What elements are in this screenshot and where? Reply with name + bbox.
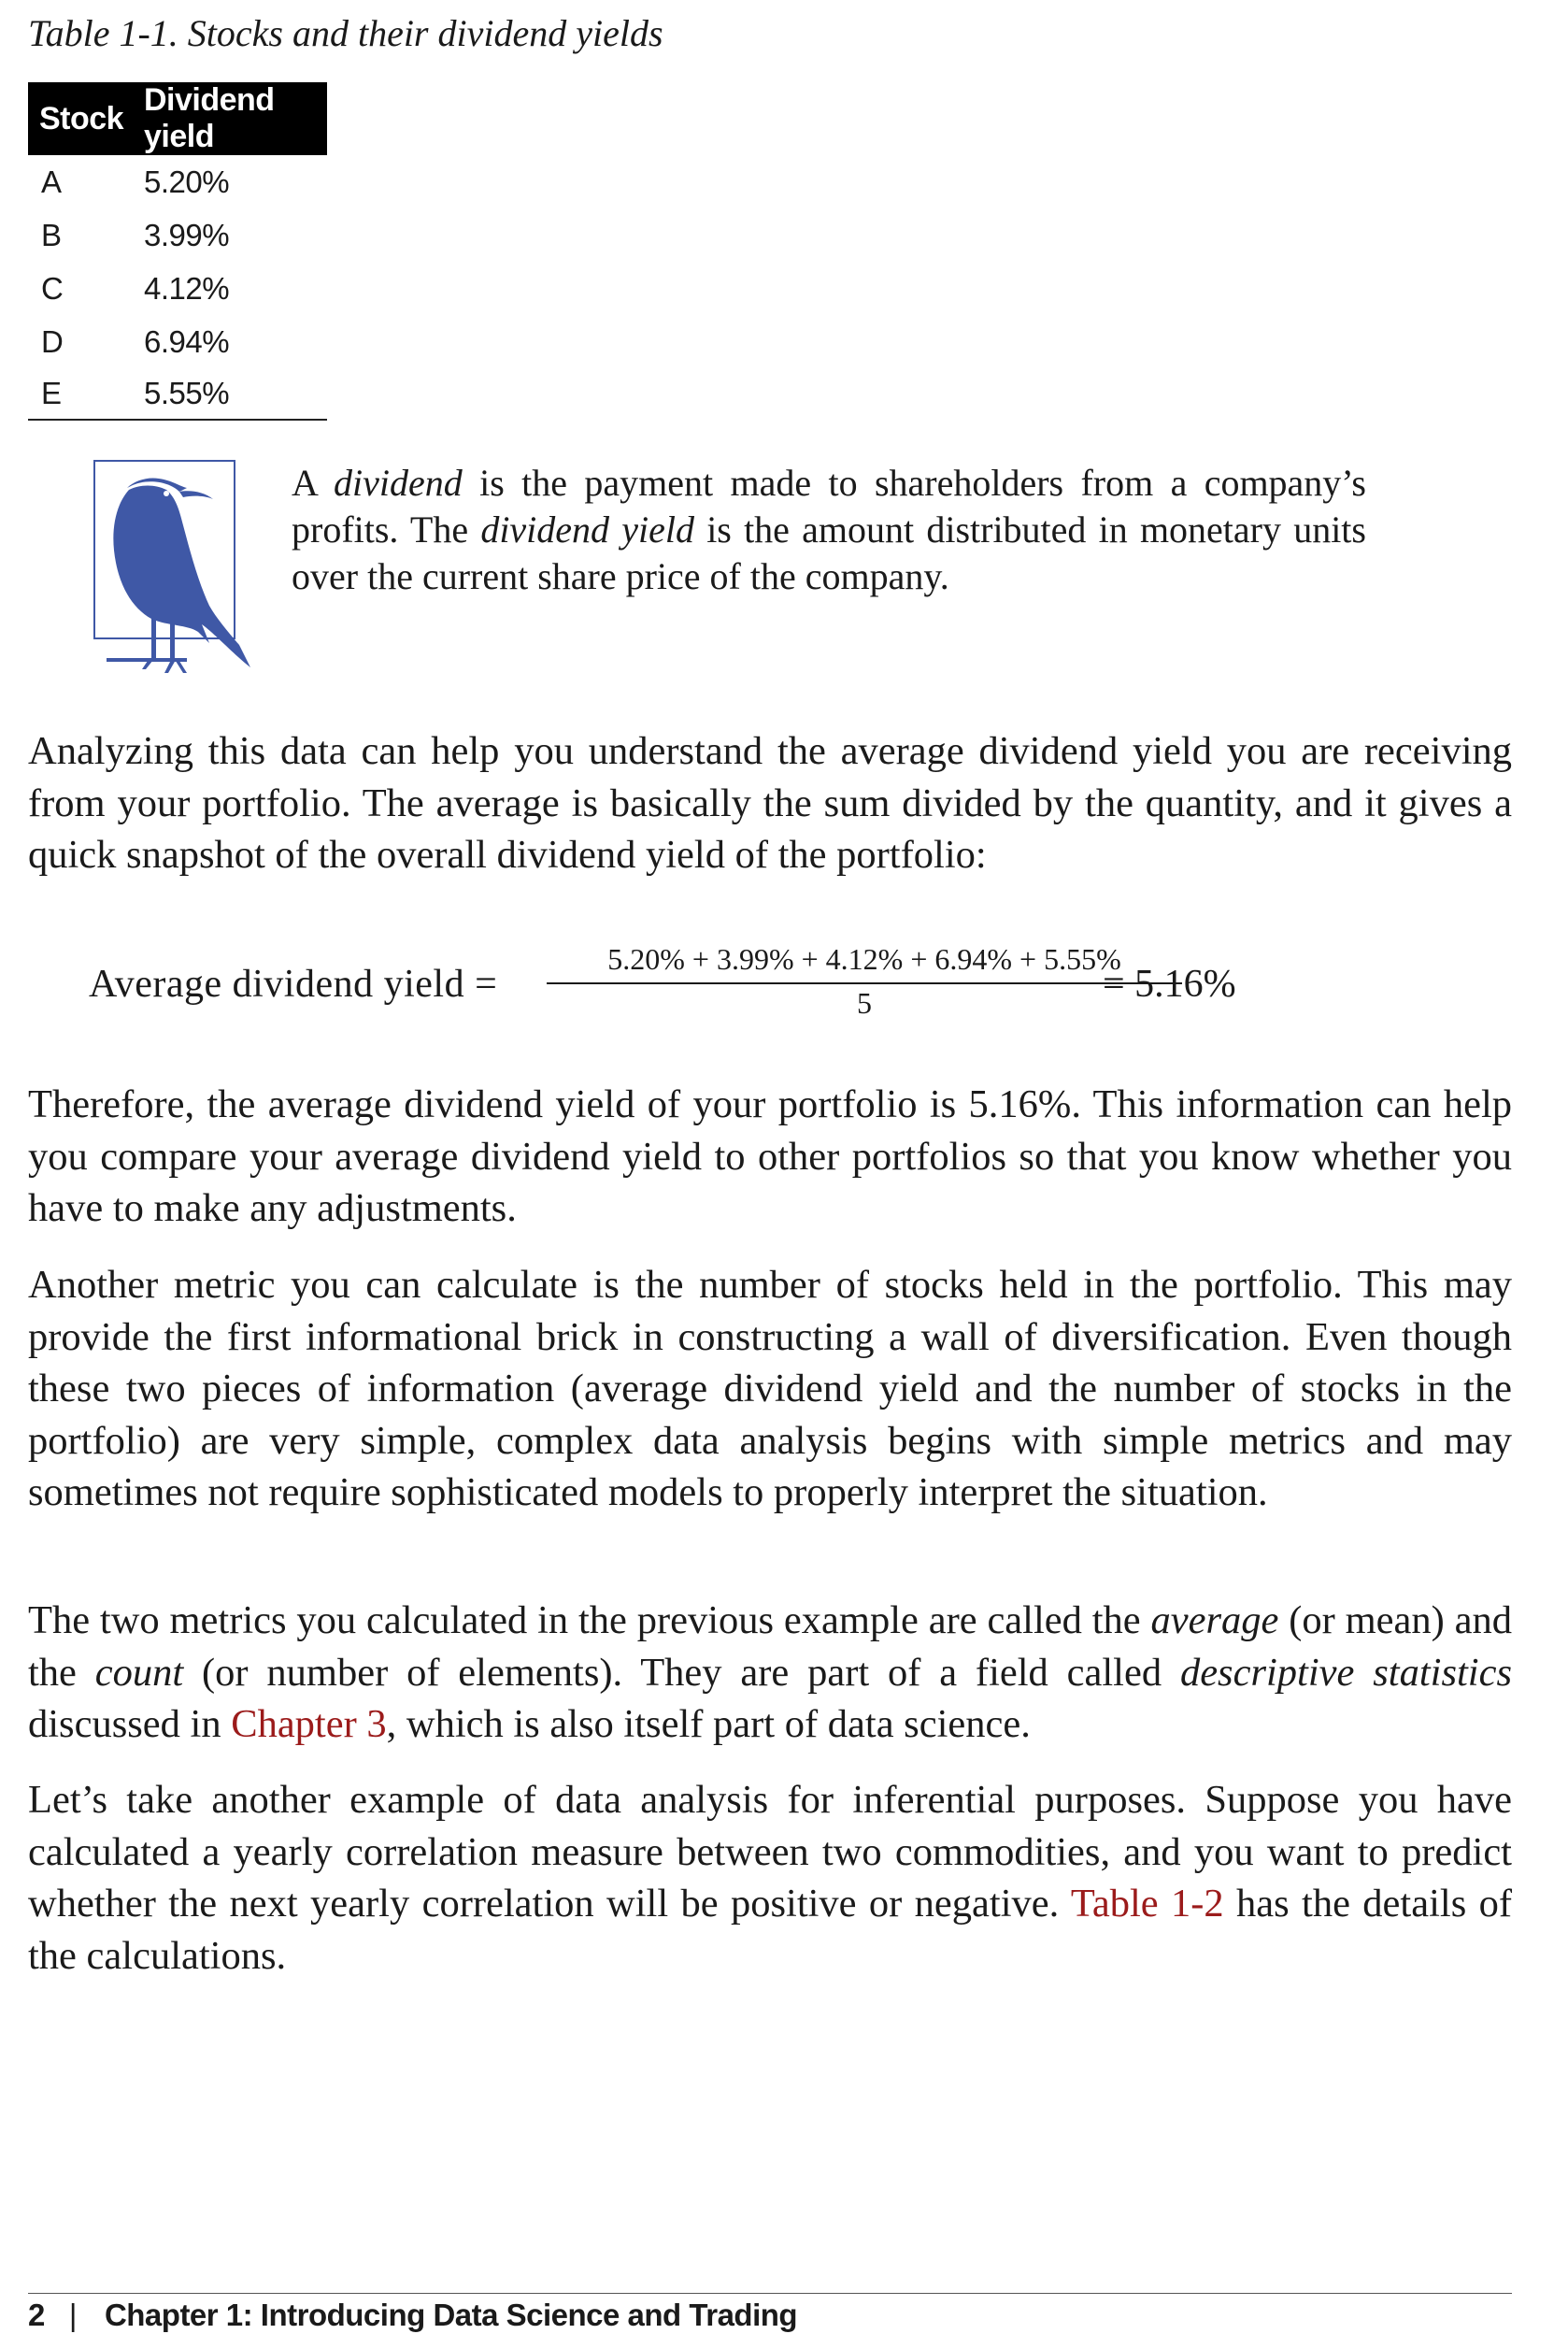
table-row [28,262,327,315]
chapter-3-link[interactable]: Chapter 3 [231,1702,387,1746]
term-descriptive-statistics: descriptive statistics [1179,1650,1512,1695]
table-header-row [28,82,327,155]
footer-separator: | [68,2298,77,2332]
term-dividend-yield: dividend yield [480,508,694,551]
term-dividend: dividend [334,462,463,504]
paragraph-analyzing: Analyzing this data can help you understand the average dividend yield you are receiving from your portfolio. The average is basically the sum divided by the quantity, and it gives a quick snapshot of the overall dividend yield of the portfolio: [28,729,1512,877]
paragraph-another-metric: Another metric you can calculate is the number of stocks held in the portfolio. This may provide the first informational brick in constructing a wall of diversification. Even though these two pieces of information (average dividend yield and the number of stocks in the portfolio) are very simple, complex data analysis begins with simple metrics and may sometimes not require sophisticated models to properly interpret the situation. [28,1263,1512,1514]
bird-note-icon [93,460,262,675]
stock-cell: D [41,323,64,359]
page-footer [28,2297,797,2334]
table-1-2-link[interactable]: Table 1-2 [1070,1882,1224,1926]
page-number: 2 [28,2298,45,2332]
fraction-bar [547,982,1182,984]
yield-cell: 5.20% [144,164,230,199]
paragraph-therefore: Therefore, the average dividend yield of your portfolio is 5.16%. This information can help you compare your average dividend yield to other portfolios so that you know whether you have to make any adjustments. [28,1082,1512,1230]
equation-fraction [547,939,1182,1020]
column-header-stock: Stock [28,82,142,155]
equation-rhs: = 5.16% [1103,963,1236,1006]
yield-cell: 6.94% [144,323,230,359]
table-caption: Table 1-1. Stocks and their dividend yields [28,12,663,54]
table-row [28,208,327,262]
column-header-dividend-yield: Dividend yield [142,82,327,155]
dividend-yield-table [28,82,327,421]
stock-cell: A [41,164,62,199]
table-row [28,368,327,420]
paragraph-two-metrics: The two metrics you calculated in the previous example are called the average (or mean) and the count (or number of elements). They are part of a field called descriptive statistics discussed in Chapter 3, which is also itself part of data science. [28,1598,1513,1746]
term-count: count [94,1650,184,1695]
average-dividend-equation [89,939,1304,1042]
table-row [28,155,327,208]
equation-denominator: 5 [857,986,872,1020]
yield-cell: 4.12% [144,270,230,306]
stock-cell: E [28,368,142,420]
equation-lhs: Average dividend yield = [89,963,498,1006]
equation-numerator: 5.20% + 3.99% + 4.12% + 6.94% + 5.55% [607,942,1121,976]
footer-rule [28,2293,1512,2294]
chapter-title: Chapter 1: Introducing Data Science and Trading [104,2298,798,2332]
table-row [28,315,327,368]
stock-cell: C [41,270,64,306]
term-average: average [1150,1598,1279,1642]
note-text: A dividend is the payment made to shareholders from a company’s profits. The dividend yield is the amount distributed in monetary units over the current share price of the company. [292,462,1366,597]
paragraph-inferential: Let’s take another example of data analysis for inferential purposes. Suppose you have calculated a yearly correlation measure between two commodities, and you want to predict whether the next yearly correlation will be positive or negative. Table 1-2 has the details of the calculations. [28,1778,1512,1978]
yield-cell: 5.55% [142,368,327,420]
yield-cell: 3.99% [144,217,230,252]
stock-cell: B [41,217,62,252]
